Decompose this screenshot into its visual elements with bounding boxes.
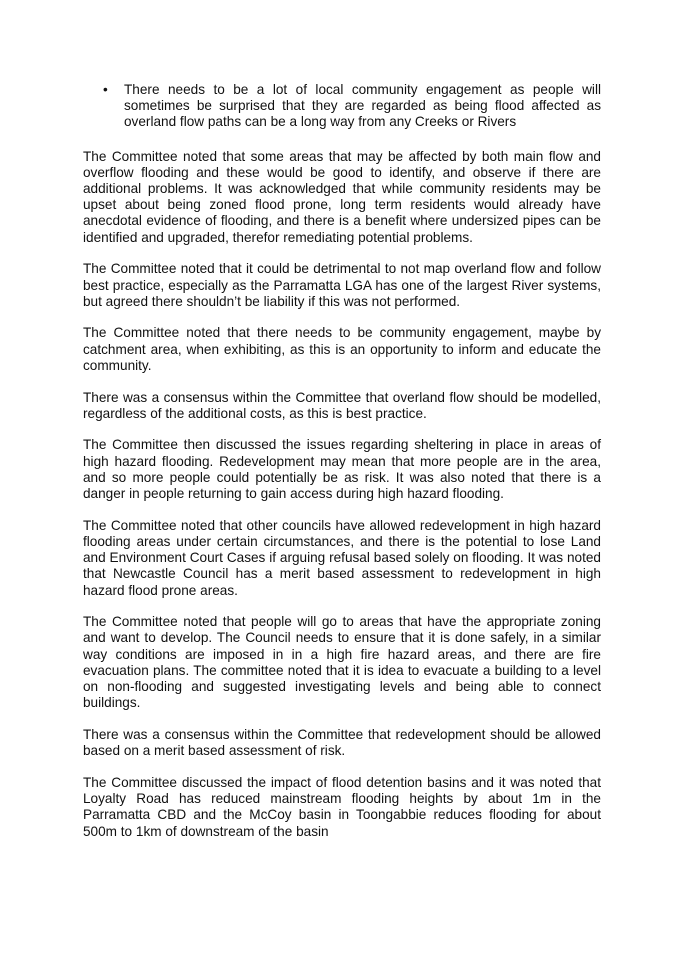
paragraph: The Committee noted that some areas that may be affected by both main flow and overflow flooding and these would be good to identify, and observe if there are additional problems. It was acknowledged that while community residents may be upset about being zoned flood prone, long term residents would already have anecdotal evidence of flooding, and there is a benefit where undersized pipes can be identified and upgraded, therefor remediating potential problems. xyxy=(83,148,601,245)
paragraph: The Committee noted that it could be detrimental to not map overland flow and follow best practice, especially as the Parramatta LGA has one of the largest River systems, but agreed there shouldn’t be liability if this was not performed. xyxy=(83,261,601,309)
document-page xyxy=(83,82,601,855)
bullet-list xyxy=(83,82,601,131)
bullet-dot-icon: • xyxy=(103,82,108,97)
paragraph: The Committee noted that other councils have allowed redevelopment in high hazard flooding areas under certain circumstances, and there is the potential to lose Land and Environment Court Cases if arguing refusal based solely on flooding. It was noted that Newcastle Council has a merit based assessment to redevelopment in high hazard flood prone areas. xyxy=(83,517,601,598)
paragraph: The Committee then discussed the issues regarding sheltering in place in areas of high hazard flooding. Redevelopment may mean that more people are in the area, and so more people could potentially be as risk. It was also noted that there is a danger in people returning to gain access during high hazard flooding. xyxy=(83,437,601,502)
bullet-text: There needs to be a lot of local community engagement as people will sometimes be surprised that they are regarded as being flood affected as overland flow paths can be a long way from any Creeks or Rivers xyxy=(124,82,601,130)
paragraph: There was a consensus within the Committee that overland flow should be modelled, regardless of the additional costs, as this is best practice. xyxy=(83,389,601,421)
paragraph: The Committee discussed the impact of flood detention basins and it was noted that Loyalty Road has reduced mainstream flooding heights by about 1m in the Parramatta CBD and the McCoy basin in Toongabbie reduces flooding for about 500m to 1km of downstream of the basin xyxy=(83,774,601,839)
paragraph: The Committee noted that there needs to be community engagement, maybe by catchment area, when exhibiting, as this is an opportunity to inform and educate the community. xyxy=(83,325,601,373)
paragraph: There was a consensus within the Committee that redevelopment should be allowed based on a merit based assessment of risk. xyxy=(83,727,601,759)
paragraph: The Committee noted that people will go to areas that have the appropriate zoning and want to develop. The Council needs to ensure that it is done safely, in a similar way conditions are imposed in in a high fire hazard areas, and there are fire evacuation plans. The committee noted that it is idea to evacuate a building to a level on non-flooding and suggested investigating levels and being able to connect buildings. xyxy=(83,614,601,711)
bullet-item xyxy=(83,82,601,131)
